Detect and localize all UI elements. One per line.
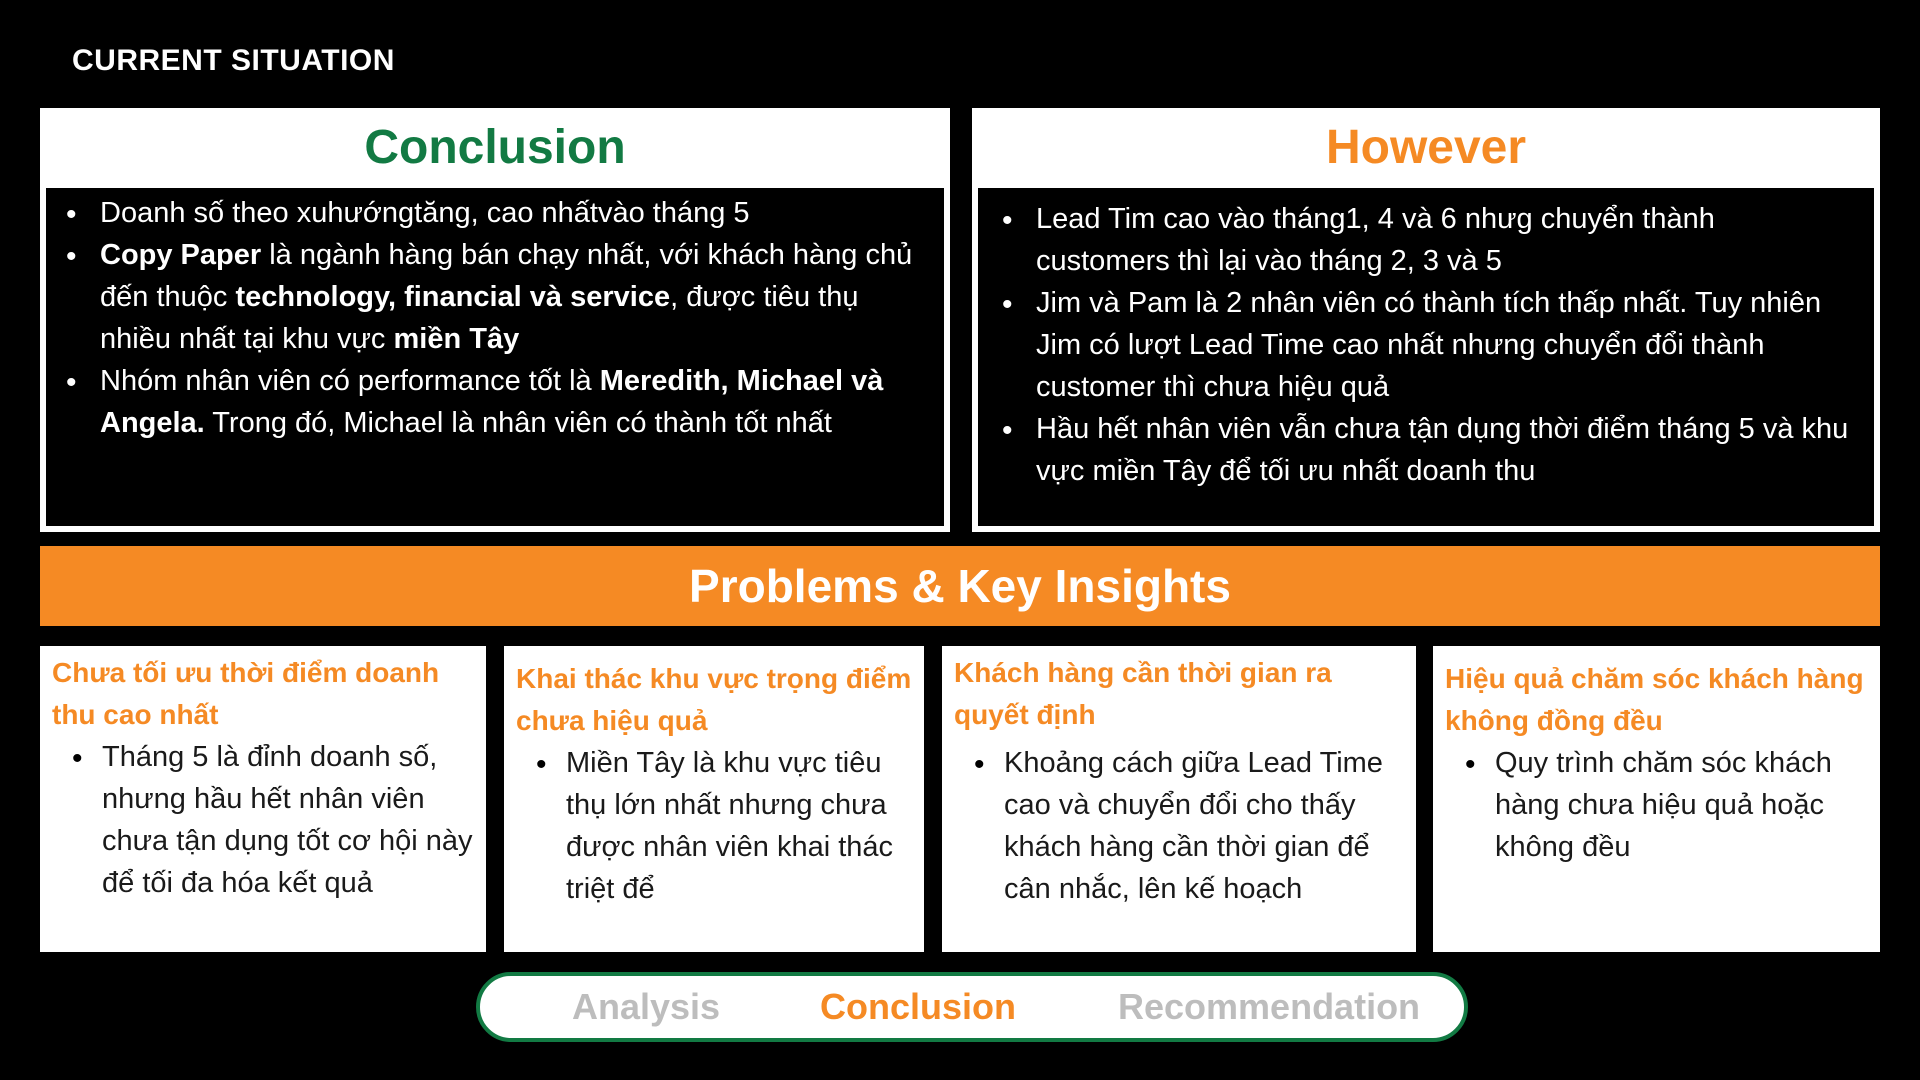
insight-card-title: Khách hàng cần thời gian ra quyết định bbox=[954, 657, 1332, 730]
insight-card-bullet: • Tháng 5 là đỉnh doanh số, nhưng hầu hết nhân viên chưa tận dụng tốt cơ hội này để tối đa hóa kết quả bbox=[52, 736, 476, 904]
however-bullet-text: Lead Tim cao vào tháng1, 4 và 6 nhưg chuyển thành customers thì lại vào tháng 2, 3 và 5 bbox=[1036, 203, 1715, 277]
conclusion-list bbox=[46, 192, 944, 444]
conclusion-bullet-text: là ngành hàng bán chạy nhất, với khách hàng chủ đến thuộc bbox=[100, 239, 913, 313]
conclusion-bullet-text: Doanh số theo xuhướngtăng, cao nhấtvào tháng 5 bbox=[100, 197, 750, 229]
nav-analysis-link[interactable]: Analysis bbox=[572, 986, 721, 1027]
however-title: However bbox=[1325, 120, 1527, 174]
conclusion-bullet-text: Trong đó, Michael là nhân viên có thành tốt nhất bbox=[204, 407, 832, 439]
conclusion-bullet bbox=[54, 234, 932, 360]
however-bullet bbox=[990, 282, 1850, 408]
however-body bbox=[976, 186, 1876, 528]
conclusion-bullet-text: Nhóm nhân viên có performance tốt là bbox=[100, 365, 600, 397]
conclusion-bullet-text: technology, financial và service bbox=[235, 281, 671, 313]
insight-card-title: Chưa tối ưu thời điểm doanh thu cao nhất bbox=[52, 657, 440, 730]
conclusion-bullet-text: miền Tây bbox=[393, 323, 520, 355]
however-bullet bbox=[990, 408, 1850, 492]
conclusion-title: Conclusion bbox=[364, 120, 626, 174]
conclusion-body bbox=[44, 186, 946, 528]
insight-card bbox=[40, 646, 486, 952]
nav-conclusion-link[interactable]: Conclusion bbox=[820, 986, 1016, 1027]
insight-card-bullet: • Khoảng cách giữa Lead Time cao và chuyển đổi cho thấy khách hàng cần thời gian để cân nhắc, lên kế hoạch bbox=[954, 742, 1406, 910]
conclusion-panel bbox=[40, 108, 950, 532]
insight-card bbox=[504, 646, 924, 952]
conclusion-bullet-text: Meredith, Michael và Angela. bbox=[100, 365, 884, 439]
insight-card bbox=[942, 646, 1416, 952]
insight-card bbox=[1433, 646, 1880, 952]
insight-card-title: Hiệu quả chăm sóc khách hàng không đồng đều bbox=[1445, 663, 1864, 736]
however-bullet-text: Hầu hết nhân viên vẫn chưa tận dụng thời điểm tháng 5 và khu vực miền Tây để tối ưu nhất doanh thu bbox=[1036, 413, 1849, 487]
insights-banner: Problems & Key Insights bbox=[40, 546, 1880, 626]
insight-card-bullet: • Miền Tây là khu vực tiêu thụ lớn nhất nhưng chưa được nhân viên khai thác triệt để bbox=[516, 742, 914, 910]
insight-card-title: Khai thác khu vực trọng điểm chưa hiệu quả bbox=[516, 663, 912, 736]
however-list bbox=[978, 198, 1874, 492]
however-bullet bbox=[990, 198, 1850, 282]
nav-recommendation-link[interactable]: Recommendation bbox=[1118, 986, 1421, 1027]
conclusion-bullet bbox=[54, 360, 932, 444]
insight-card-bullet: • Quy trình chăm sóc khách hàng chưa hiệu quả hoặc không đều bbox=[1445, 742, 1870, 868]
conclusion-bullet-text: , được tiêu thụ nhiều nhất tại khu vực bbox=[100, 281, 859, 355]
conclusion-bullet bbox=[54, 192, 932, 234]
section-title: CURRENT SITUATION bbox=[72, 44, 395, 77]
section-nav bbox=[476, 972, 1468, 1042]
conclusion-bullet-text: Copy Paper bbox=[100, 239, 262, 271]
however-panel bbox=[972, 108, 1880, 532]
however-bullet-text: Jim và Pam là 2 nhân viên có thành tích thấp nhất. Tuy nhiên Jim có lượt Lead Time cao nhất nhưng chuyển đổi thành customer thì chưa hiệu quả bbox=[1036, 287, 1822, 403]
